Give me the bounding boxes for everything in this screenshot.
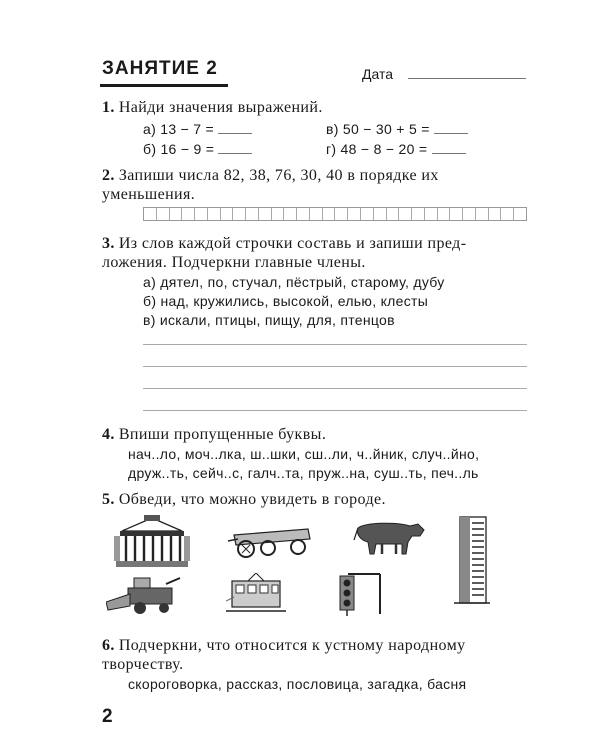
answer-blank-b[interactable] — [218, 143, 252, 154]
task-4-row-2: друж..ть, сейч..с, галч..та, пруж..на, суш..ть, печ..ль — [128, 465, 479, 481]
cart-picture[interactable] — [228, 525, 312, 559]
task-2-line-1: Запиши числа 82, 38, 76, 30, 40 в порядке их — [118, 167, 439, 184]
date-label: Дата — [362, 66, 394, 82]
date-input-line[interactable] — [408, 78, 526, 79]
task-6-line-1: Подчеркни, что относится к устному народному — [118, 637, 466, 654]
traffic-light-picture[interactable] — [336, 568, 386, 616]
task-2-line-2: уменьшения. — [102, 186, 196, 203]
task-6-heading — [102, 636, 532, 655]
answer-blank-g[interactable] — [432, 143, 466, 154]
answer-blank-a[interactable] — [218, 123, 252, 134]
theater-building-picture[interactable] — [114, 515, 190, 569]
task-5-number: 5. — [102, 491, 115, 508]
page-number: 2 — [102, 706, 113, 727]
task-3-row-v: в) искали, птицы, пищу, для, птенцов — [143, 312, 395, 328]
writing-line-1[interactable] — [143, 344, 527, 345]
writing-line-4[interactable] — [143, 410, 527, 411]
title-underline — [100, 84, 228, 87]
expression-a: а) 13 − 7 = — [143, 121, 215, 137]
lesson-title: ЗАНЯТИЕ 2 — [102, 58, 218, 79]
task-3-row-a: а) дятел, по, стучал, пёстрый, старому, дубу — [143, 274, 445, 290]
task-2-heading — [102, 166, 532, 185]
expression-v: в) 50 − 30 + 5 = — [326, 121, 430, 137]
task-3-line-1: Из слов каждой строчки составь и запиши пред- — [118, 235, 467, 252]
combine-harvester-picture[interactable] — [106, 572, 184, 616]
tall-building-picture[interactable] — [454, 515, 490, 605]
task-6-line-2: творчеству. — [102, 656, 184, 673]
task-4-number: 4. — [102, 426, 115, 443]
task-4-text: Впиши пропущенные буквы. — [118, 426, 327, 443]
task-5-text: Обведи, что можно увидеть в городе. — [118, 491, 386, 508]
task-1-text: Найди значения выражений. — [118, 99, 323, 116]
task-2-number: 2. — [102, 167, 115, 184]
tram-picture[interactable] — [226, 573, 286, 615]
task-6-number: 6. — [102, 637, 115, 654]
writing-line-3[interactable] — [143, 388, 527, 389]
expression-g: г) 48 − 8 − 20 = — [326, 141, 428, 157]
expression-b: б) 16 − 9 = — [143, 141, 215, 157]
answer-blank-v[interactable] — [434, 123, 468, 134]
task-1-row-g — [326, 141, 466, 157]
task-3-heading — [102, 234, 466, 253]
task-3-row-b: б) над, кружились, высокой, елью, клесты — [143, 293, 429, 309]
task-1-row-v — [326, 121, 468, 137]
task-5-heading — [102, 490, 386, 509]
task-4-heading — [102, 425, 326, 444]
answer-cell-grid[interactable] — [143, 207, 527, 221]
writing-line-2[interactable] — [143, 366, 527, 367]
task-1-row-a — [143, 121, 252, 137]
task-1-number: 1. — [102, 99, 115, 116]
cow-picture[interactable] — [352, 518, 426, 558]
task-6-word-list[interactable]: скороговорка, рассказ, пословица, загадка, басня — [128, 676, 467, 692]
task-4-row-1: нач..ло, моч..лка, ш..шки, сш..ли, ч..йник, случ..йно, — [128, 446, 480, 462]
task-1-heading — [102, 98, 323, 117]
task-3-line-2: ложения. Подчеркни главные члены. — [102, 254, 366, 271]
task-1-row-b — [143, 141, 252, 157]
task-3-number: 3. — [102, 235, 115, 252]
